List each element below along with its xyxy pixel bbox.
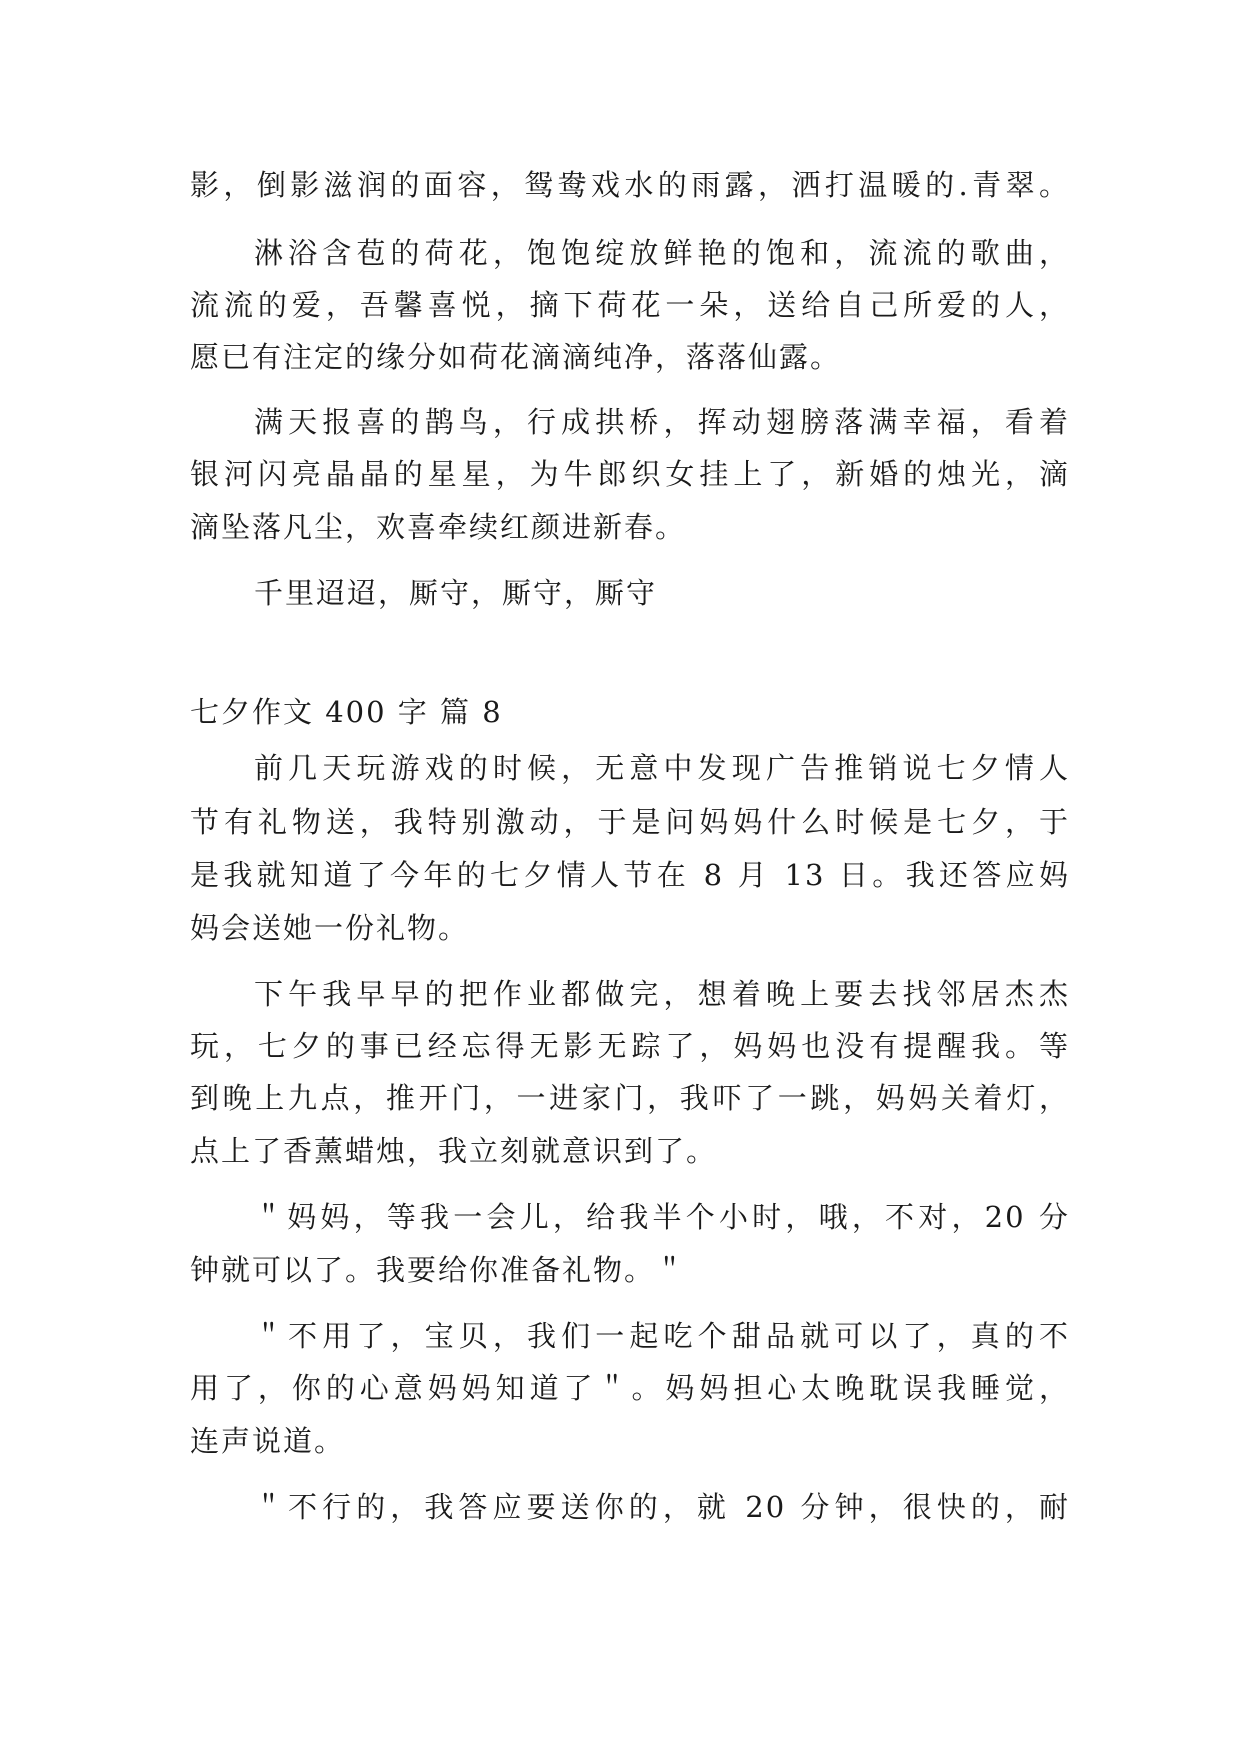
text-line: 影，倒影滋润的面容，鸳鸯戏水的雨露，洒打温暖的.青翠。 — [190, 168, 1070, 202]
text-line: 到晚上九点，推开门，一进家门，我吓了一跳，妈妈关着灯， — [190, 1081, 1070, 1115]
paragraph-first-line: 淋浴含苞的荷花，饱饱绽放鲜艳的饱和，流流的歌曲， — [254, 236, 1070, 270]
text-line: 滴坠落凡尘，欢喜牵续红颜进新春。 — [190, 510, 687, 544]
text-line: 银河闪亮晶晶的星星，为牛郎织女挂上了，新婚的烛光，滴 — [190, 457, 1070, 491]
text-line: 愿已有注定的缘分如荷花滴滴纯净，落落仙露。 — [190, 340, 842, 374]
paragraph-first-line: ＂不行的，我答应要送你的，就 20 分钟，很快的，耐 — [254, 1490, 1070, 1524]
text-line: 是我就知道了今年的七夕情人节在 8 月 13 日。我还答应妈 — [190, 858, 1070, 892]
text-line: 玩，七夕的事已经忘得无影无踪了，妈妈也没有提醒我。等 — [190, 1029, 1070, 1063]
text-line: 点上了香薰蜡烛，我立刻就意识到了。 — [190, 1134, 718, 1168]
paragraph-first-line: 千里迢迢，厮守，厮守，厮守 — [254, 576, 658, 610]
section-heading: 七夕作文 400 字 篇 8 — [190, 695, 503, 729]
text-line: 妈会送她一份礼物。 — [190, 911, 470, 945]
text-line: 流流的爱，吾馨喜悦，摘下荷花一朵，送给自己所爱的人， — [190, 288, 1070, 322]
text-line: 节有礼物送，我特别激动，于是问妈妈什么时候是七夕，于 — [190, 805, 1070, 839]
paragraph-first-line: 满天报喜的鹊鸟，行成拱桥，挥动翅膀落满幸福，看着 — [254, 405, 1070, 439]
text-line: 连声说道。 — [190, 1424, 346, 1458]
paragraph-first-line: ＂妈妈，等我一会儿，给我半个小时，哦，不对，20 分 — [254, 1200, 1070, 1234]
text-line: 钟就可以了。我要给你准备礼物。＂ — [190, 1253, 687, 1287]
paragraph-first-line: ＂不用了，宝贝，我们一起吃个甜品就可以了，真的不 — [254, 1319, 1070, 1353]
text-line: 用了，你的心意妈妈知道了＂。妈妈担心太晚耽误我睡觉， — [190, 1371, 1070, 1405]
paragraph-first-line: 前几天玩游戏的时候，无意中发现广告推销说七夕情人 — [254, 751, 1070, 785]
paragraph-first-line: 下午我早早的把作业都做完，想着晚上要去找邻居杰杰 — [254, 977, 1070, 1011]
